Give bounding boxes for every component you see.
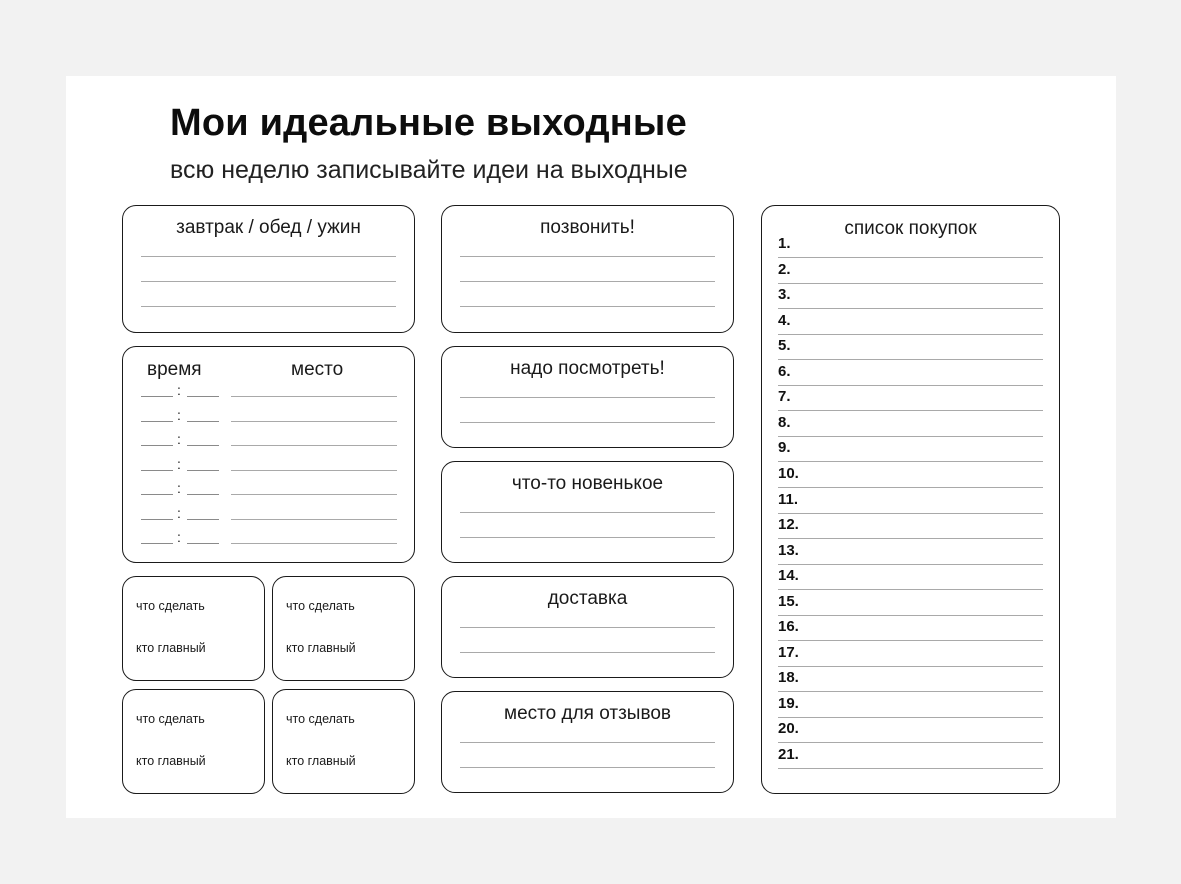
schedule-minute-line[interactable] [187, 543, 219, 544]
schedule-box [122, 346, 415, 563]
task-box [272, 576, 415, 681]
schedule-colon: : [177, 529, 181, 545]
watch-line[interactable] [460, 422, 715, 423]
task-who-label: кто главный [136, 641, 206, 655]
meals-line[interactable] [141, 306, 396, 307]
meals-box-title: завтрак / обед / ужин [176, 217, 361, 238]
task-box [122, 689, 265, 794]
shopping-item-number: 8. [778, 413, 791, 431]
watch-box-title: надо посмотреть! [510, 358, 665, 379]
shopping-item-number: 21. [778, 746, 799, 763]
shopping-item-line[interactable] [778, 436, 1043, 437]
schedule-colon: : [177, 504, 181, 521]
delivery-line[interactable] [460, 652, 715, 653]
delivery-box-title: доставка [547, 588, 628, 609]
call-line[interactable] [460, 306, 715, 307]
shopping-item-number: 10. [778, 464, 799, 482]
schedule-minute-line[interactable] [187, 396, 219, 397]
shopping-item-number: 2. [778, 260, 791, 278]
shopping-item-line[interactable] [778, 487, 1043, 488]
schedule-hour-line[interactable] [141, 421, 173, 422]
schedule-place-line[interactable] [231, 494, 397, 495]
page-subtitle: всю неделю записывайте идеи на выходные [170, 156, 688, 184]
task-who-label: кто главный [286, 754, 356, 768]
schedule-minute-line[interactable] [187, 494, 219, 495]
shopping-item-number: 16. [778, 618, 799, 636]
call-line[interactable] [460, 256, 715, 257]
task-what-label: что сделать [286, 599, 355, 613]
new-thing-box [441, 461, 734, 563]
reviews-line[interactable] [460, 767, 715, 768]
schedule-hour-line[interactable] [141, 445, 173, 446]
task-box [122, 576, 265, 681]
shopping-item-line[interactable] [778, 666, 1043, 667]
schedule-minute-line[interactable] [187, 470, 219, 471]
shopping-item-line[interactable] [778, 589, 1043, 590]
watch-line[interactable] [460, 397, 715, 398]
shopping-item-line[interactable] [778, 257, 1043, 258]
shopping-item-line[interactable] [778, 538, 1043, 539]
task-what-label: что сделать [286, 712, 355, 726]
reviews-box-title: место для отзывов [504, 703, 671, 724]
shopping-item-number: 18. [778, 669, 799, 687]
schedule-place-line[interactable] [231, 519, 397, 520]
schedule-colon: : [177, 382, 181, 398]
schedule-hour-line[interactable] [141, 494, 173, 495]
shopping-item-line[interactable] [778, 359, 1043, 360]
schedule-colon: : [177, 431, 181, 447]
shopping-item-line[interactable] [778, 308, 1043, 309]
schedule-place-line[interactable] [231, 445, 397, 446]
schedule-minute-line[interactable] [187, 519, 219, 520]
schedule-hour-line[interactable] [141, 470, 173, 471]
call-box [441, 205, 734, 333]
shopping-item-number: 7. [778, 388, 791, 406]
shopping-item-line[interactable] [778, 640, 1043, 641]
shopping-item-number: 1. [778, 235, 791, 252]
shopping-item-line[interactable] [778, 513, 1043, 514]
task-what-label: что сделать [136, 599, 205, 613]
delivery-box [441, 576, 734, 678]
schedule-place-label: место [291, 359, 344, 380]
page-title: Мои идеальные выходные [170, 102, 687, 144]
shopping-item-line[interactable] [778, 564, 1043, 565]
schedule-hour-line[interactable] [141, 519, 173, 520]
task-box [272, 689, 415, 794]
reviews-box [441, 691, 734, 793]
shopping-item-number: 5. [778, 337, 791, 355]
schedule-hour-line[interactable] [141, 543, 173, 544]
shopping-item-number: 4. [778, 311, 791, 329]
shopping-item-number: 20. [778, 720, 799, 738]
shopping-item-line[interactable] [778, 615, 1043, 616]
call-box-title: позвонить! [540, 217, 635, 238]
meals-box [122, 205, 415, 333]
task-who-label: кто главный [136, 754, 206, 768]
shopping-item-number: 15. [778, 592, 799, 610]
shopping-item-number: 12. [778, 516, 799, 534]
shopping-item-number: 17. [778, 643, 799, 661]
new-thing-line[interactable] [460, 537, 715, 538]
meals-line[interactable] [141, 256, 396, 257]
shopping-item-line[interactable] [778, 742, 1043, 743]
call-line[interactable] [460, 281, 715, 282]
shopping-item-number: 19. [778, 694, 799, 712]
shopping-item-number: 3. [778, 286, 791, 304]
schedule-colon: : [177, 406, 181, 423]
shopping-item-number: 9. [778, 439, 791, 457]
shopping-item-number: 13. [778, 541, 799, 559]
new-thing-line[interactable] [460, 512, 715, 513]
shopping-item-line[interactable] [778, 717, 1043, 718]
schedule-time-label: время [147, 359, 202, 380]
shopping-item-line[interactable] [778, 461, 1043, 462]
schedule-place-line[interactable] [231, 543, 397, 544]
shopping-list-box [761, 205, 1060, 794]
shopping-item-number: 11. [778, 490, 799, 508]
schedule-colon: : [177, 455, 181, 472]
schedule-colon: : [177, 480, 181, 496]
shopping-item-line[interactable] [778, 283, 1043, 284]
task-who-label: кто главный [286, 641, 356, 655]
shopping-item-line[interactable] [778, 691, 1043, 692]
new-thing-box-title: что-то новенькое [511, 473, 664, 494]
schedule-place-line[interactable] [231, 470, 397, 471]
shopping-item-line[interactable] [778, 410, 1043, 411]
shopping-item-number: 6. [778, 362, 791, 380]
delivery-line[interactable] [460, 627, 715, 628]
schedule-minute-line[interactable] [187, 421, 219, 422]
shopping-item-line[interactable] [778, 334, 1043, 335]
reviews-line[interactable] [460, 742, 715, 743]
schedule-place-line[interactable] [231, 421, 397, 422]
schedule-place-line[interactable] [231, 396, 397, 397]
task-what-label: что сделать [136, 712, 205, 726]
shopping-item-number: 14. [778, 567, 799, 585]
watch-box [441, 346, 734, 448]
shopping-item-line[interactable] [778, 768, 1043, 769]
shopping-item-line[interactable] [778, 385, 1043, 386]
schedule-minute-line[interactable] [187, 445, 219, 446]
meals-line[interactable] [141, 281, 396, 282]
shopping-list-title: список покупок [844, 218, 977, 239]
schedule-hour-line[interactable] [141, 396, 173, 397]
